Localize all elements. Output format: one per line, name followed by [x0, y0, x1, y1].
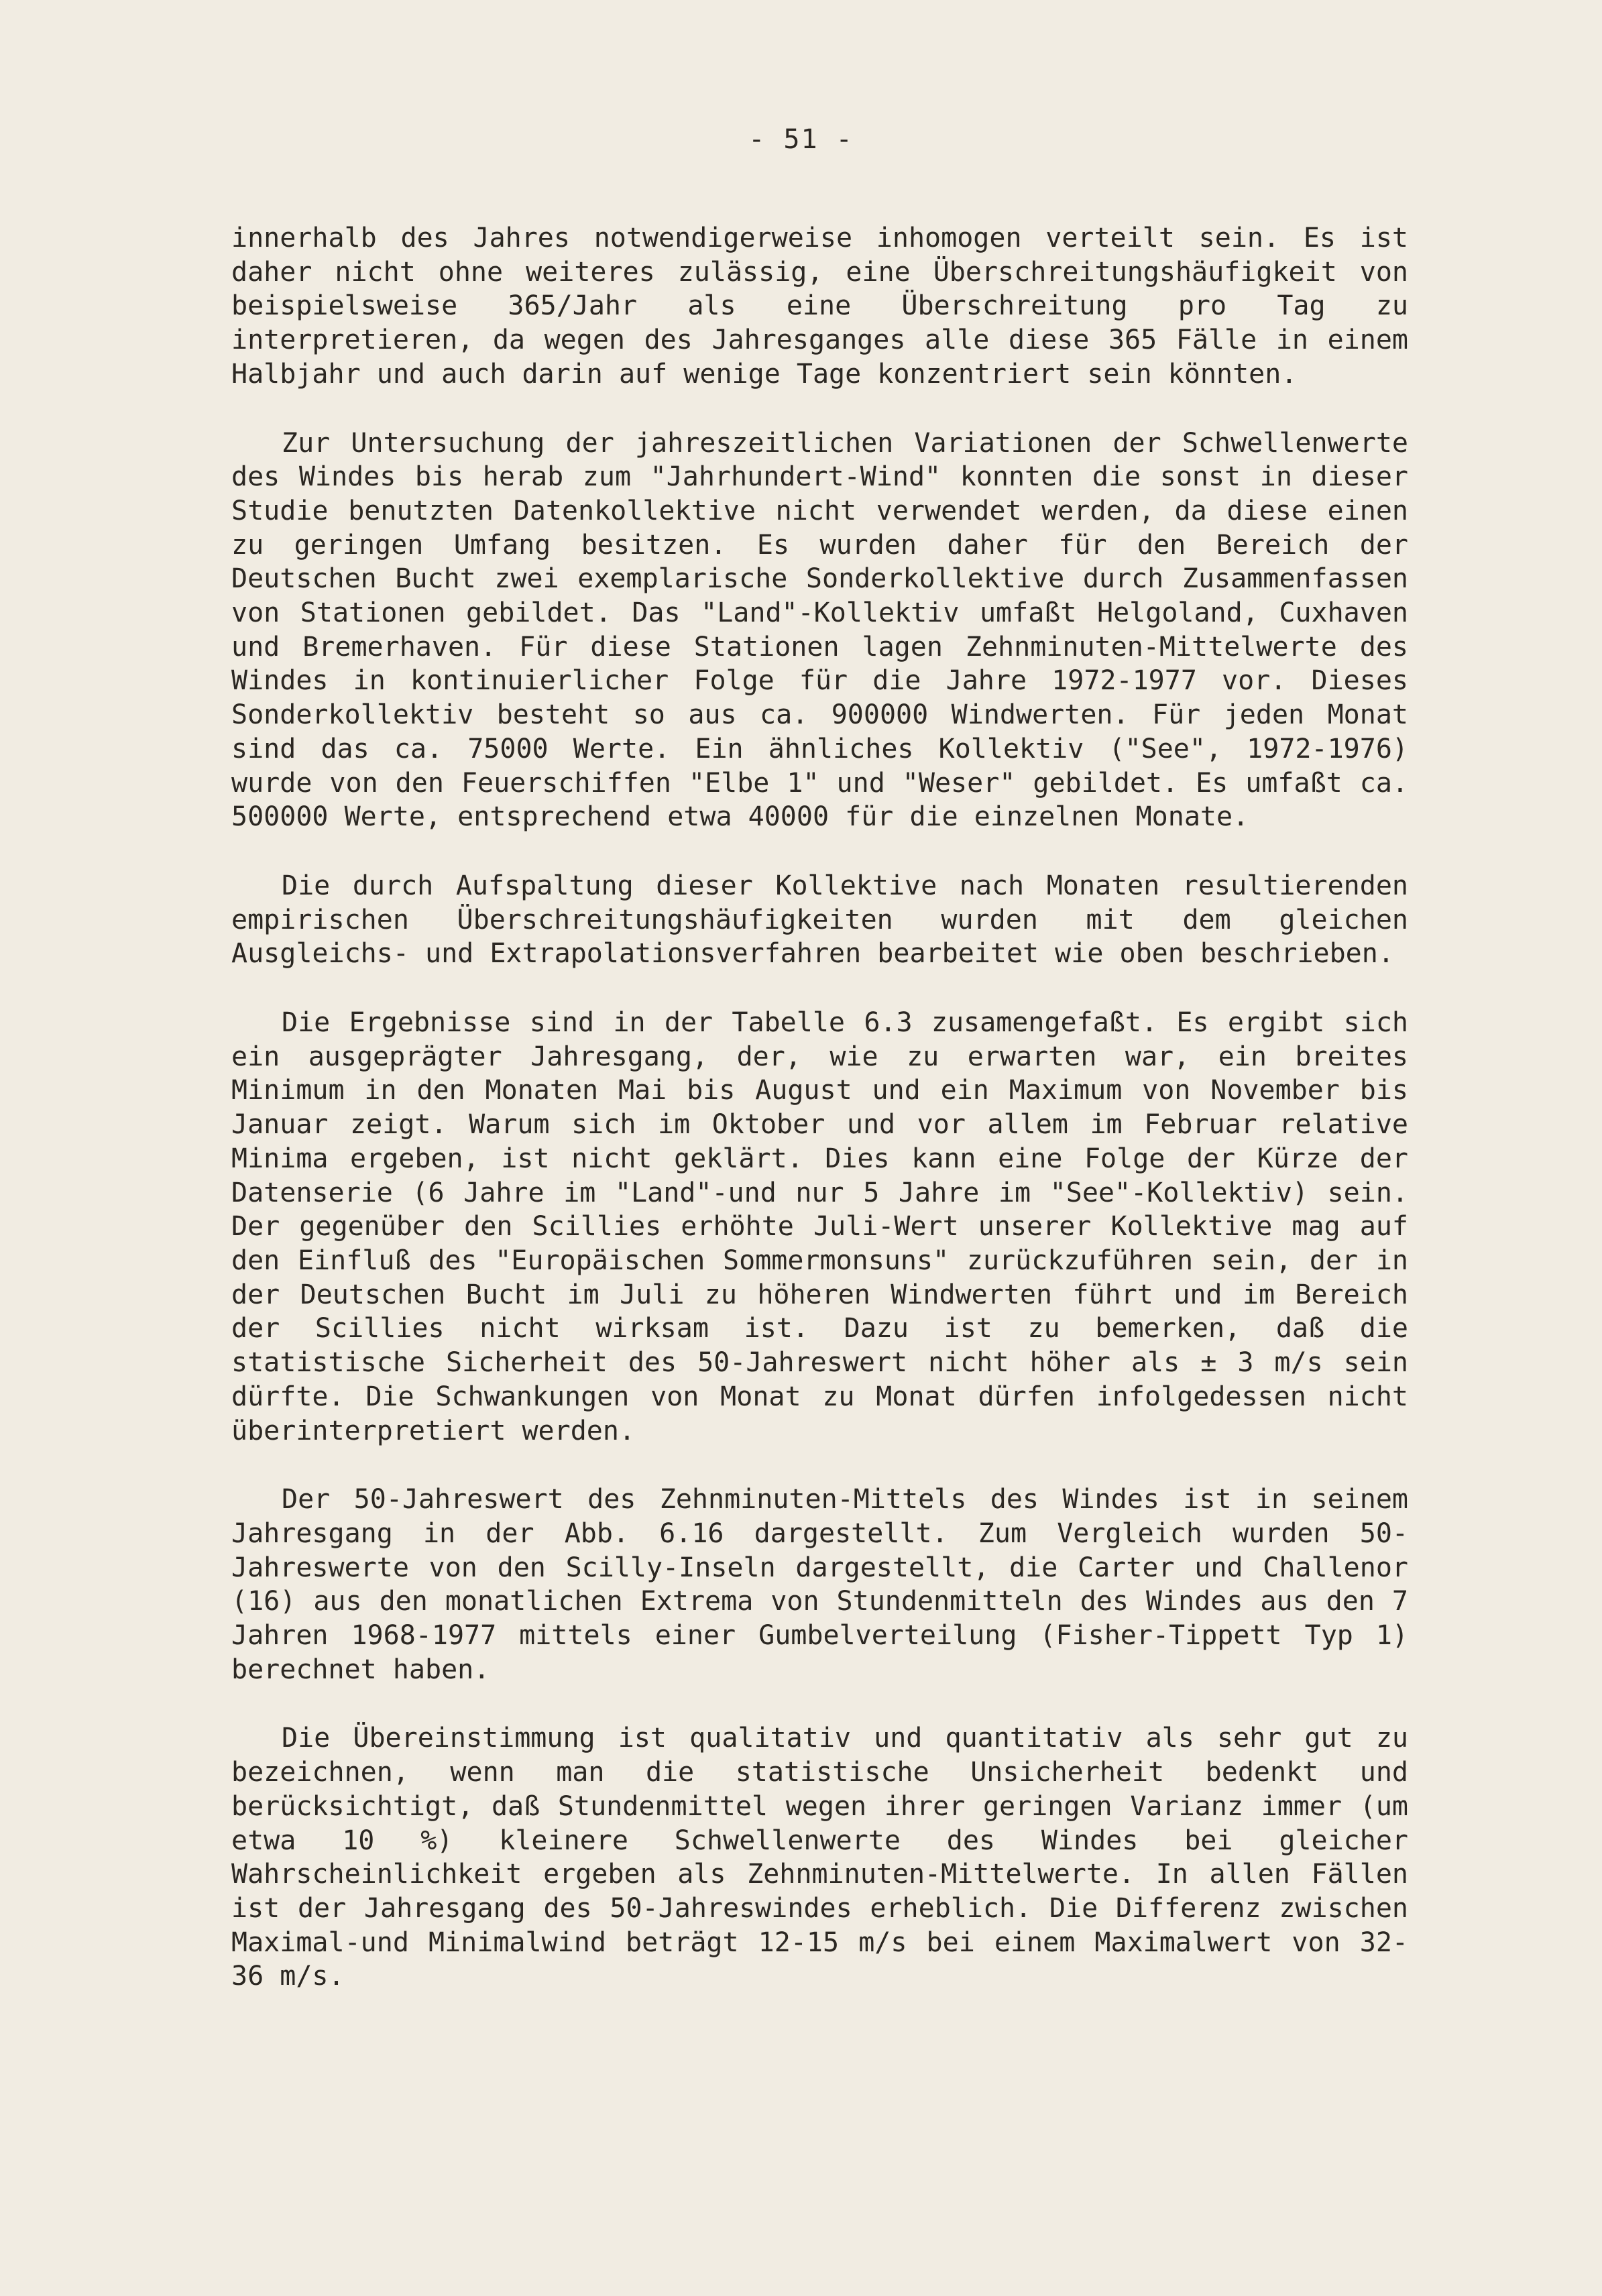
paragraph-6: [231, 1721, 1408, 1994]
paragraph-text: Der 50-Jahreswert des Zehnminuten-Mittels des Windes ist in seinem Jahresgang in der Abb. 6.16 dargestellt. Zum Vergleich wurden 50-Jahreswerte von den Scilly-Inseln dargestellt, die Carter und Challenor (16) aus den monatlichen Extrema von Stundenmitteln des Windes aus den 7 Jahren 1968-1977 mittels einer Gumbelverteilung (Fisher-Tippett Typ 1) berechnet haben.: [231, 1484, 1408, 1685]
paragraph-text: Die durch Aufspaltung dieser Kollektive nach Monaten resultierenden empirischen Überschreitungshäufigkeiten wurden mit dem gleichen Ausgleichs- und Extrapolationsverfahren bearbeitet wie oben beschrieben.: [231, 870, 1408, 970]
paragraph-3: [231, 869, 1408, 971]
paragraph-text: innerhalb des Jahres notwendigerweise inhomogen verteilt sein. Es ist daher nicht ohne weiteres zulässig, eine Überschreitungshäufigkeit von beispielsweise 365/Jahr als eine Überschreitung pro Tag zu interpretieren, da wegen des Jahresganges alle diese 365 Fälle in einem Halbjahr und auch darin auf wenige Tage konzentriert sein könnten.: [231, 223, 1408, 390]
paragraph-text: Die Ergebnisse sind in der Tabelle 6.3 zusamengefaßt. Es ergibt sich ein ausgeprägter Jahresgang, der, wie zu erwarten war, ein breites Minimum in den Monaten Mai bis August und ein Maximum von November bis Januar zeigt. Warum sich im Oktober und vor allem im Februar relative Minima ergeben, ist nicht geklärt. Dies kann eine Folge der Kürze der Datenserie (6 Jahre im "Land"-und nur 5 Jahre im "See"-Kollektiv) sein. Der gegenüber den Scillies erhöhte Juli-Wert unserer Kollektive mag auf den Einfluß des "Europäischen Sommermonsuns" zurückzuführen sein, der in der Deutschen Bucht im Juli zu höheren Windwerten führt und im Bereich der Scillies nicht wirksam ist. Dazu ist zu bemerken, daß die statistische Sicherheit des 50-Jahreswert nicht höher als ± 3 m/s sein dürfte. Die Schwankungen von Monat zu Monat dürfen infolgedessen nicht überinterpretiert werden.: [231, 1007, 1408, 1446]
paragraph-4: [231, 1006, 1408, 1448]
paragraph-1: [231, 221, 1408, 392]
paragraph-2: [231, 426, 1408, 834]
paragraph-text: Die Übereinstimmung ist qualitativ und quantitativ als sehr gut zu bezeichnen, wenn man die statistische Unsicherheit bedenkt und berücksichtigt, daß Stundenmittel wegen ihrer geringen Varianz immer (um etwa 10 %) kleinere Schwellenwerte des Windes bei gleicher Wahrscheinlichkeit ergeben als Zehnminuten-Mittelwerte. In allen Fällen ist der Jahresgang des 50-Jahreswindes erheblich. Die Differenz zwischen Maximal-und Minimalwind beträgt 12-15 m/s bei einem Maximalwert von 32-36 m/s.: [231, 1723, 1408, 1992]
paragraph-5: [231, 1483, 1408, 1686]
paragraph-text: Zur Untersuchung der jahreszeitlichen Variationen der Schwellenwerte des Windes bis herab zum "Jahrhundert-Wind" konnten die sonst in dieser Studie benutzten Datenkollektive nicht verwendet werden, da diese einen zu geringen Umfang besitzen. Es wurden daher für den Bereich der Deutschen Bucht zwei exemplarische Sonderkollektive durch Zusammenfassen von Stationen gebildet. Das "Land"-Kollektiv umfaßt Helgoland, Cuxhaven und Bremerhaven. Für diese Stationen lagen Zehnminuten-Mittelwerte des Windes in kontinuierlicher Folge für die Jahre 1972-1977 vor. Dieses Sonderkollektiv besteht so aus ca. 900000 Windwerten. Für jeden Monat sind das ca. 75000 Werte. Ein ähnliches Kollektiv ("See", 1972-1976) wurde von den Feuerschiffen "Elbe 1" und "Weser" gebildet. Es umfaßt ca. 500000 Werte, entsprechend etwa 40000 für die einzelnen Monate.: [231, 427, 1408, 833]
body-text: [231, 221, 1408, 2028]
page-number: - 51 -: [748, 124, 854, 155]
